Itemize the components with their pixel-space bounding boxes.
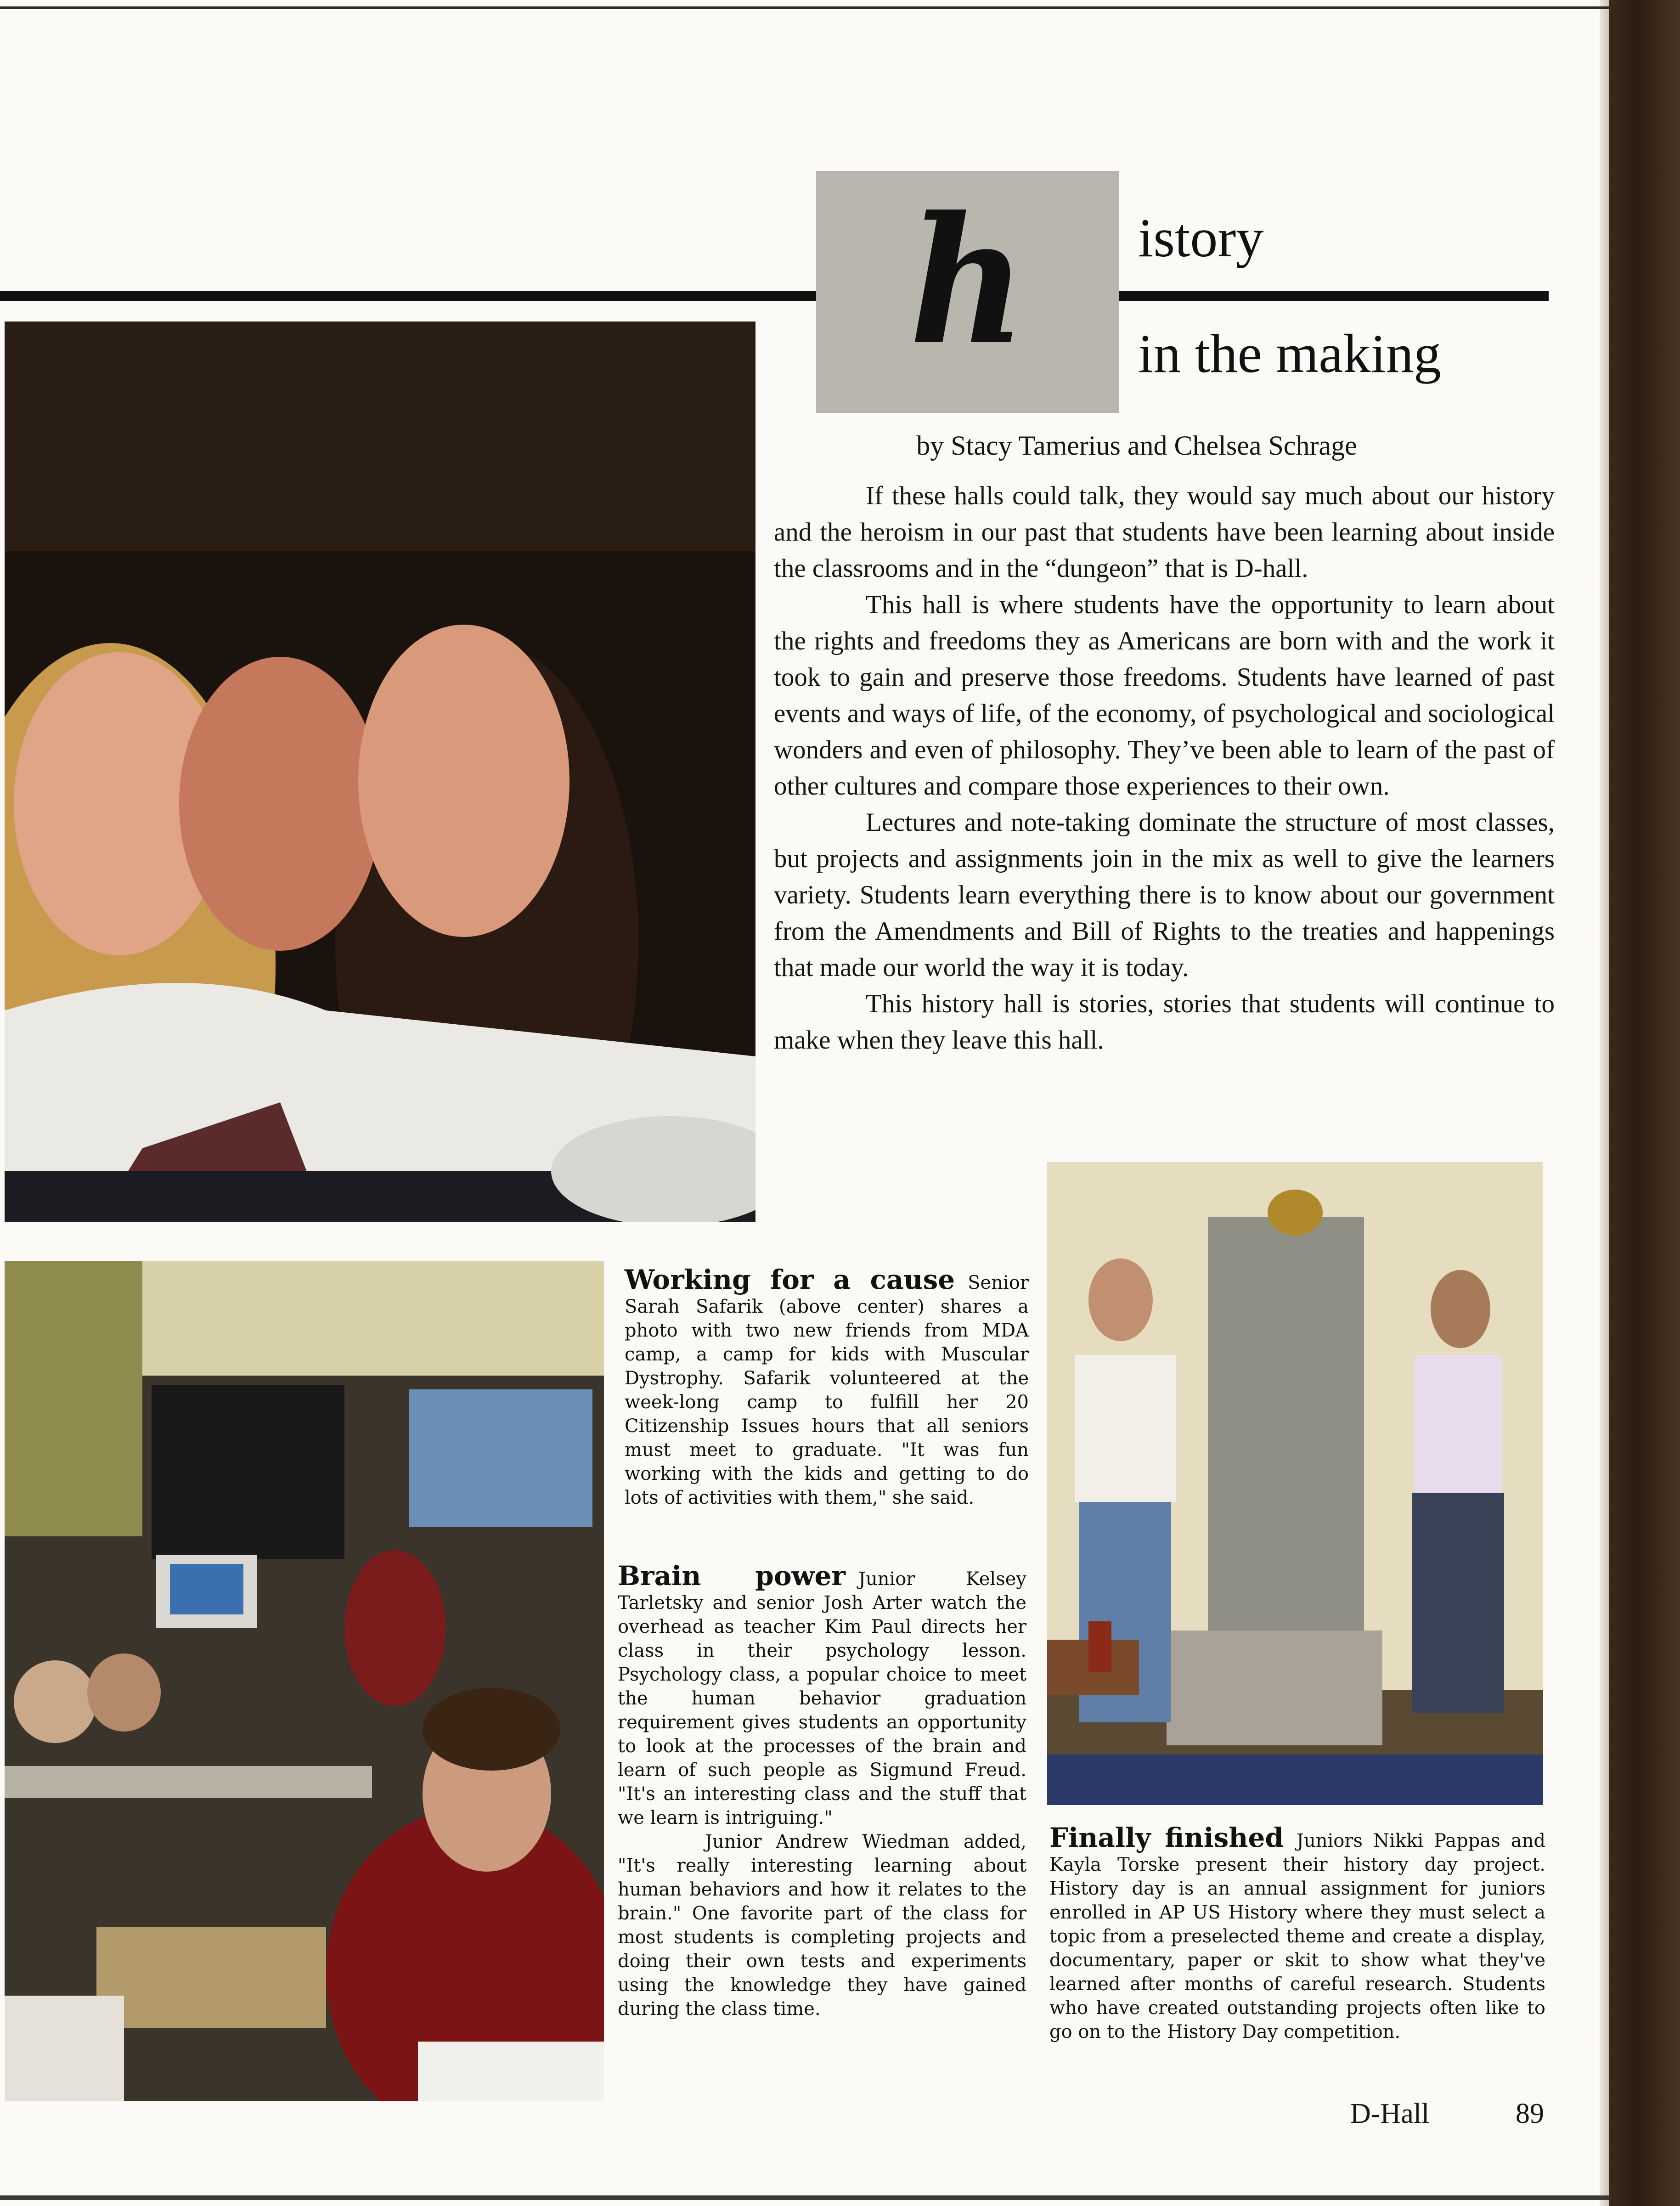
title-initial-box bbox=[816, 171, 1119, 413]
caption-heading: Finally finished bbox=[1049, 1822, 1284, 1853]
photo-psychology-class bbox=[5, 1261, 604, 2101]
article-body bbox=[774, 478, 1555, 1058]
caption-finally-finished bbox=[1049, 1822, 1545, 2044]
article-paragraph: Lectures and note-taking dominate the structure of most classes, but projects and assignments join in the mix as well to give the learners variety. Students learn everything there is to know about our government from the Amendments and Bill of Rights to the treaties and happenings that made our world the way it is today. bbox=[774, 808, 1555, 982]
caption-text: Senior Sarah Safarik (above center) shares a photo with two new friends from MDA camp, a camp for kids with Muscular Dystrophy. Safarik volunteered at the week-long camp to fulfill her 20 Citizenship Issues hours that all seniors must meet to graduate. "It was fun working with the kids and getting to do lots of activities with them," she said. bbox=[625, 1272, 1029, 1508]
photo-history-day-project bbox=[1047, 1162, 1543, 1805]
article-paragraph: This hall is where students have the opportunity to learn about the rights and freedoms they as Americans are born with and the work it took to gain and preserve those freedoms. Students have learned of past events and ways of life, of the economy, of psychological and sociological wonders and even of philosophy. They’ve been able to learn of the past of other cultures and compare those experiences to their own. bbox=[774, 590, 1555, 801]
caption-text: Junior Kelsey Tarletsky and senior Josh Arter watch the overhead as teacher Kim Paul directs her class in their psychology lesson. Psychology class, a popular choice to meet the human behavior graduation requirement gives students an opportunity to look at the processes of the brain and learn of such people as Sigmund Freud. "It's an interesting class and the stuff that we learn is intriguing." bbox=[618, 1568, 1026, 1828]
article-paragraph: If these halls could talk, they would say much about our history and the heroism in our past that students have been learning about inside the classrooms and in the “dungeon” that is D-hall. bbox=[774, 481, 1555, 583]
page-number: 89 bbox=[1516, 2098, 1544, 2129]
page-edge bbox=[1600, 0, 1609, 2206]
title-line-2: in the making bbox=[1138, 323, 1441, 384]
caption-working-for-a-cause bbox=[625, 1264, 1029, 1510]
top-rule bbox=[0, 6, 1609, 9]
title-line-1: istory bbox=[1138, 207, 1264, 268]
byline: by Stacy Tamerius and Chelsea Schrage bbox=[916, 430, 1357, 461]
caption-heading: Brain power bbox=[618, 1560, 846, 1591]
caption-text: Juniors Nikki Pappas and Kayla Torske present their history day project. History day is an annual assignment for juniors enrolled in AP US History where they must select a topic from a preselected theme and create a display, documentary, paper or skit to show what they've learned after months of careful research. Students who have created outstanding projects often like to go on to the History Day competition. bbox=[1049, 1830, 1545, 2042]
footer-section-name: D-Hall bbox=[1350, 2098, 1430, 2129]
photo-mda-camp-friends bbox=[5, 322, 755, 1222]
caption-text: Junior Andrew Wiedman added, "It's really interesting learning about human behaviors and how it relates to the brain." One favorite part of the class for most students is completing projects and doing their own tests and experiments using the knowledge they have gained during the class time. bbox=[618, 1831, 1026, 2020]
caption-heading: Working for a cause bbox=[625, 1264, 955, 1295]
caption-brain-power bbox=[618, 1560, 1026, 2021]
bottom-rule bbox=[0, 2195, 1609, 2200]
title-initial-letter: h bbox=[909, 178, 1026, 384]
book-binding bbox=[1609, 0, 1680, 2206]
header-bar bbox=[0, 291, 1549, 301]
article-paragraph: This history hall is stories, stories that students will continue to make when they leave this hall. bbox=[774, 989, 1555, 1055]
